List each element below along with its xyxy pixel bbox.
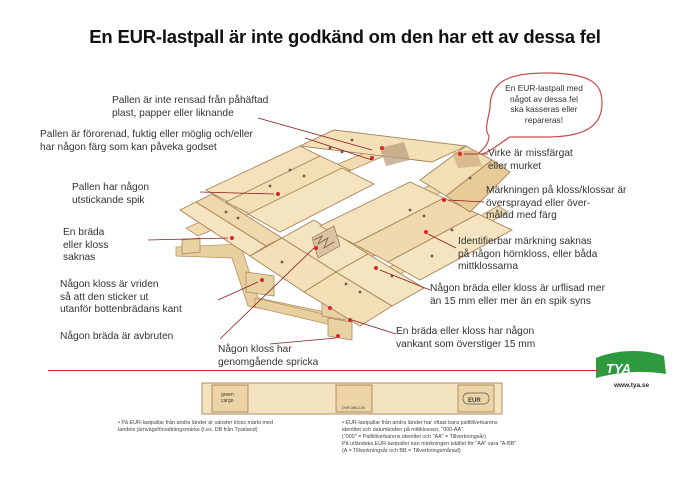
label-painted-marking: Märkningen på kloss/klossar är översprayad eller över- målad med färg (486, 185, 627, 221)
label-missing-marking: Identifierbar märkning saknas på någon hörnkloss, eller båda mittklossarna (458, 236, 598, 272)
label-discolored: Virke är missfärgat eller murket (488, 148, 573, 172)
label-splintered: Någon bräda eller kloss är urflisad mer än 15 mm eller mer än en spik syns (430, 283, 605, 307)
tya-logo (596, 351, 666, 378)
label-protruding-nail: Pallen har någon utstickande spik (72, 182, 150, 206)
label-missing-board: En bräda eller kloss saknas (63, 227, 109, 263)
pallet-code-mark: DVR 089-2-00 (342, 406, 365, 410)
green-cargo-mark: green cargo (221, 392, 234, 404)
label-cracked-block: Någon kloss har genomgående spricka (218, 344, 319, 368)
label-not-cleaned: Pallen är inte rensad från påhäftad plast, papper eller liknande (112, 95, 269, 119)
divider-line (48, 370, 596, 371)
footnote-right: • EUR-lastpallar från andra länder har oftast bara palltillverkarens identitet och datumkoden på mittklossen, "000-AA". ("000" = Palltillverkarens identitet och "AA" = Tillverkningsår) På utländska EUR-lastpaller kan märkningen istället för "AA" vara "A-BB" (A = Tillverkningsår och BB = Tillverkningsmånad) (342, 420, 517, 454)
page-title: En EUR-lastpall är inte godkänd om den har ett av dessa fel (89, 26, 601, 47)
label-twisted-block: Någon kloss är vriden så att den sticker ut utanför bottenbrädans kant (60, 279, 182, 315)
warning-bubble-text: En EUR-lastpall med något av dessa fel ska kasseras eller repareras! (505, 83, 583, 125)
tya-logo-text: TYA (606, 361, 632, 376)
eur-mark: EUR (468, 398, 481, 404)
label-wane: En bräda eller kloss har någon vankant som överstiger 15 mm (396, 326, 536, 350)
label-contaminated: Pallen är förorenad, fuktig eller möglig och/eller har någon färg som kan påveka godset (40, 129, 253, 153)
footnote-left: • På EUR-lastpallar från andra länder är vänster kloss märkt med landets järnvägsförvaltningsmärke (t.ex. DB från Tyskland) (118, 420, 273, 433)
tya-url: www.tya.se (614, 382, 650, 389)
label-broken-board: Någon bräda är avbruten (60, 331, 174, 342)
